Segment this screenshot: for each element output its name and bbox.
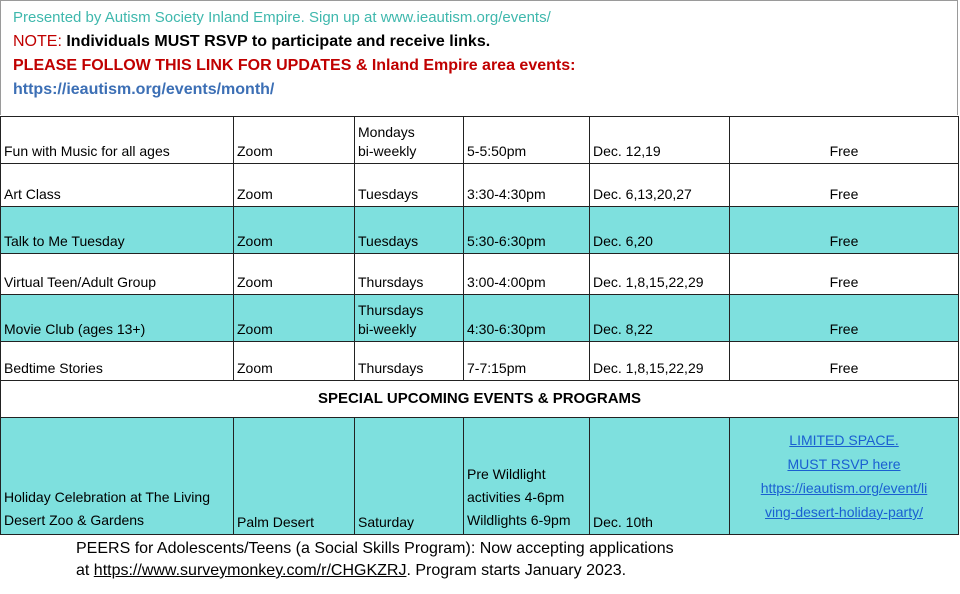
price-cell: Free <box>730 254 959 295</box>
time-line: activities 4-6pm <box>467 489 565 505</box>
peers-line: PEERS for Adolescents/Teens (a Social Skills Program): Now accepting applications <box>76 540 674 557</box>
time-cell: 7-7:15pm <box>464 342 590 381</box>
surveymonkey-link[interactable]: https://www.surveymonkey.com/r/CHGKZRJ <box>93 562 407 579</box>
location-cell: Zoom <box>234 207 355 254</box>
time-cell: 4:30-6:30pm <box>464 295 590 342</box>
event-name-cell: Art Class <box>1 164 234 207</box>
schedule-table <box>0 116 959 535</box>
note-line <box>13 31 957 53</box>
presented-by-line: Presented by Autism Society Inland Empire. Sign up at www.ieautism.org/events/ <box>13 9 551 26</box>
peers-post: . Program starts January 2023. <box>406 562 627 579</box>
peers-pre: at <box>76 562 94 579</box>
event-name-cell: Bedtime Stories <box>1 342 234 381</box>
day-line: bi-weekly <box>358 143 417 159</box>
dates-cell: Dec. 1,8,15,22,29 <box>590 342 730 381</box>
location-cell: Zoom <box>234 164 355 207</box>
rsvp-link-line[interactable]: LIMITED SPACE. <box>789 432 899 448</box>
note-label: NOTE: <box>13 33 62 50</box>
price-cell: Free <box>730 342 959 381</box>
dates-cell: Dec. 8,22 <box>590 295 730 342</box>
rsvp-link[interactable] <box>730 418 959 535</box>
location-cell: Zoom <box>234 295 355 342</box>
event-name-cell: Talk to Me Tuesday <box>1 207 234 254</box>
location-cell: Zoom <box>234 342 355 381</box>
time-cell: 3:00-4:00pm <box>464 254 590 295</box>
day-cell: Tuesdays <box>355 207 464 254</box>
day-line: Mondays <box>358 124 415 140</box>
special-event-row <box>1 418 959 535</box>
time-cell: 5:30-6:30pm <box>464 207 590 254</box>
day-line: bi-weekly <box>358 321 417 337</box>
price-cell: Free <box>730 295 959 342</box>
note-text: Individuals MUST RSVP to participate and receive links. <box>66 33 491 50</box>
price-cell: Free <box>730 117 959 164</box>
day-cell <box>355 117 464 164</box>
peers-program-note <box>76 538 674 582</box>
table-row <box>1 117 959 164</box>
time-line: Pre Wildlight <box>467 466 546 482</box>
special-time-cell <box>464 418 590 535</box>
table-row <box>1 207 959 254</box>
day-cell: Thursdays <box>355 342 464 381</box>
dates-cell: Dec. 6,20 <box>590 207 730 254</box>
special-heading: SPECIAL UPCOMING EVENTS & PROGRAMS <box>1 381 959 418</box>
event-name-cell: Fun with Music for all ages <box>1 117 234 164</box>
price-cell: Free <box>730 207 959 254</box>
flyer-header <box>0 0 958 115</box>
dates-cell: Dec. 6,13,20,27 <box>590 164 730 207</box>
events-month-link[interactable]: https://ieautism.org/events/month/ <box>13 81 275 98</box>
table-row <box>1 342 959 381</box>
special-date-cell: Dec. 10th <box>590 418 730 535</box>
event-name-line: Desert Zoo & Gardens <box>4 512 145 528</box>
day-cell <box>355 295 464 342</box>
time-cell: 5-5:50pm <box>464 117 590 164</box>
price-cell: Free <box>730 164 959 207</box>
time-line: Wildlights 6-9pm <box>467 512 571 528</box>
rsvp-link-line[interactable]: https://ieautism.org/event/li <box>760 480 928 496</box>
dates-cell: Dec. 1,8,15,22,29 <box>590 254 730 295</box>
event-name-line: Holiday Celebration at The Living <box>4 489 210 505</box>
follow-line: PLEASE FOLLOW THIS LINK FOR UPDATES & Inland Empire area events: <box>13 57 576 74</box>
dates-cell: Dec. 12,19 <box>590 117 730 164</box>
rsvp-link-line[interactable]: MUST RSVP here <box>787 456 901 472</box>
special-day-cell: Saturday <box>355 418 464 535</box>
location-cell: Zoom <box>234 254 355 295</box>
special-location-cell: Palm Desert <box>234 418 355 535</box>
day-line: Thursdays <box>358 302 424 318</box>
peers-line <box>76 560 674 582</box>
table-row <box>1 295 959 342</box>
time-cell: 3:30-4:30pm <box>464 164 590 207</box>
event-name-cell: Movie Club (ages 13+) <box>1 295 234 342</box>
rsvp-link-line[interactable]: ving-desert-holiday-party/ <box>765 504 923 520</box>
table-row <box>1 164 959 207</box>
event-name-cell: Virtual Teen/Adult Group <box>1 254 234 295</box>
day-cell: Tuesdays <box>355 164 464 207</box>
special-heading-row <box>1 381 959 418</box>
location-cell: Zoom <box>234 117 355 164</box>
special-event-name-cell <box>1 418 234 535</box>
table-row <box>1 254 959 295</box>
day-cell: Thursdays <box>355 254 464 295</box>
